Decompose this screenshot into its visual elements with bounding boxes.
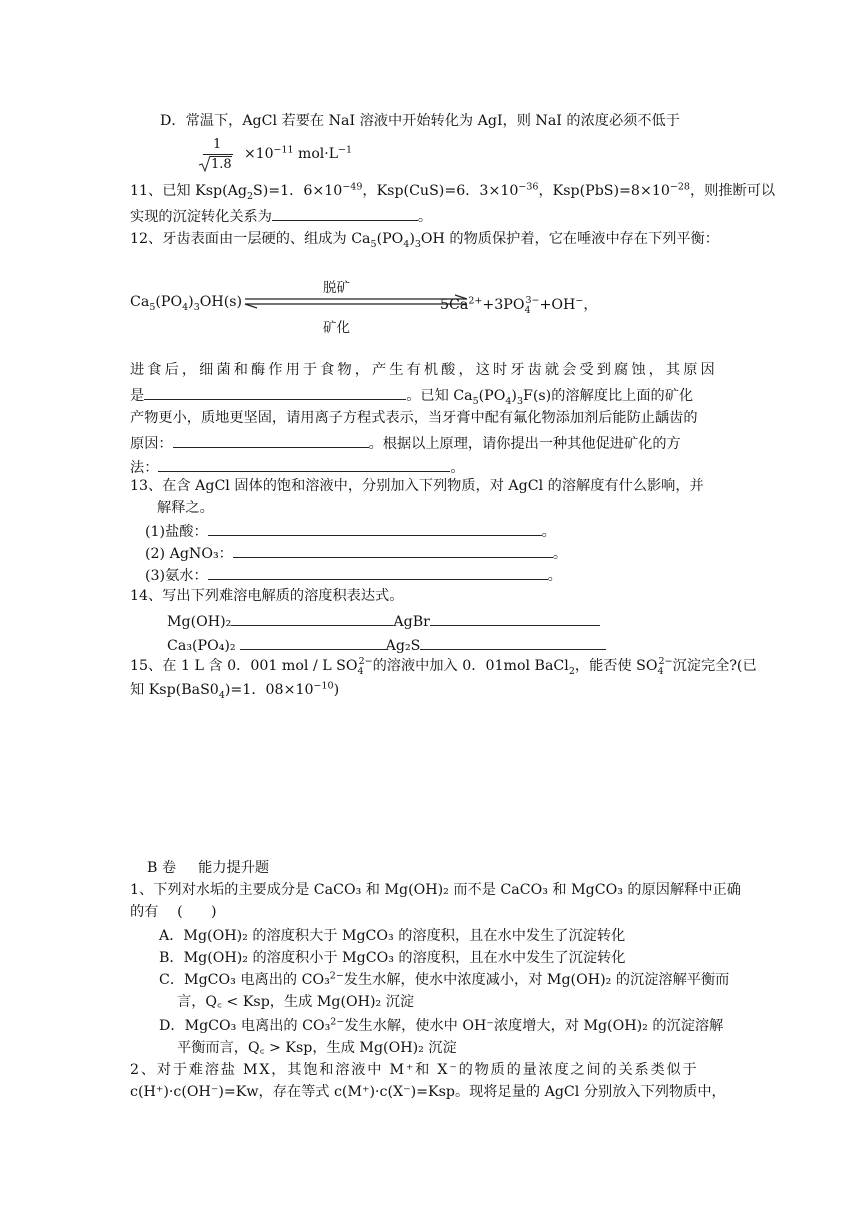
arrow-label-bottom: 矿化	[323, 320, 350, 336]
answer-blank[interactable]	[231, 610, 393, 626]
b-question-2-line2: c(H⁺)·c(OH⁻)=Kw，存在等式 c(M⁺)·c(X⁻)=Ksp。现将足量的 AgCl 分别放入下列物质中，	[130, 1084, 726, 1100]
answer-blank[interactable]	[208, 564, 548, 580]
option-d-line: D．常温下，AgCl 若要在 NaI 溶液中开始转化为 AgI，则 NaI 的浓度必须不低于	[160, 113, 680, 129]
answer-blank[interactable]	[233, 542, 553, 558]
arrow-label-top: 脱矿	[323, 280, 350, 296]
equation-right: $5Ca^{2+}+3PO_4^{3-}+OH^-$，	[440, 295, 598, 316]
question-15-line2: 知 $Ksp(BaS0_4)=1$．$08\times 10^{-10}$)	[130, 680, 340, 701]
power-exponent: −11	[273, 144, 294, 156]
question-13-line2: 解释之。	[157, 500, 214, 516]
answer-blank[interactable]	[208, 520, 542, 536]
question-15-line1: 15、在 1 L 含 0．001 mol / L $SO_4^{2-}$的溶液中加入 0．01mol BaCl$_2$，能否使 $SO_4^{2-}$沉淀完全?(已	[130, 656, 757, 677]
equilibrium-equation	[130, 272, 730, 338]
question-14-line1: 14、写出下列难溶电解质的溶度积表达式。	[130, 588, 404, 604]
equation-left: $Ca_5(PO_4)_3OH(s)$	[130, 294, 243, 313]
question-14-row2: Ca₃(PO₄)₂ Ag₂S	[167, 634, 606, 656]
equilibrium-arrow-icon	[242, 294, 470, 310]
b-option-b[interactable]: B．Mg(OH)₂ 的溶度积小于 MgCO₃ 的溶度积，且在水中发生了沉淀转化	[159, 950, 626, 966]
question-13-line1: 13、在含 AgCl 固体的饱和溶液中，分别加入下列物质，对 AgCl 的溶解度有什么影响，并	[130, 478, 704, 494]
b-question-2-line1: 2、对于难溶盐 MX，其饱和溶液中 M⁺和 X⁻的物质的量浓度之间的关系类似于	[130, 1062, 699, 1078]
b-question-1-line2: 的有 ( )	[130, 904, 217, 920]
question-13-item2: (2) AgNO₃： 。	[145, 542, 567, 564]
fraction-denominator: 1.8	[211, 157, 232, 172]
power-base: ×10	[244, 146, 274, 162]
question-13-item1: (1)盐酸： 。	[145, 520, 556, 542]
answer-blank[interactable]	[420, 634, 606, 650]
answer-blank[interactable]	[158, 456, 450, 472]
answer-blank[interactable]	[173, 432, 369, 448]
question-12-line1: 12、牙齿表面由一层硬的、组成为 $Ca_5(PO_4)_3OH$ 的物质保护着，它在唾液中存在下列平衡：	[130, 231, 719, 250]
question-11-line2: 实现的沉淀转化关系为 。	[130, 205, 432, 227]
question-12-line5: 原因： 。根据以上原理，请你提出一种其他促进矿化的方	[130, 432, 681, 454]
question-11-line1: 11、已知 $Ksp(Ag_2S)=1$．$6\times 10^{-49}$，Ksp(CuS)=6．$3\times 10^{-36}$，$Ksp(PbS)=8\times 10^{-28}$，则推断可以	[130, 181, 776, 202]
unit: mol·L	[293, 146, 338, 162]
section-title: 能力提升题	[198, 860, 270, 876]
sqrt-icon	[198, 155, 212, 173]
answer-blank[interactable]	[240, 634, 386, 650]
b-option-c[interactable]: C．MgCO₃ 电离出的 CO₃$^{2-}$发生水解，使水中浓度减小，对 Mg(OH)₂ 的沉淀溶解平衡而	[159, 970, 730, 988]
question-12-line2: 进食后，细菌和酶作用于食物，产生有机酸，这时牙齿就会受到腐蚀，其原因	[130, 362, 718, 378]
fraction-tail	[244, 146, 352, 162]
answer-blank[interactable]	[272, 205, 418, 221]
b-question-1-line1: 1、下列对水垢的主要成分是 CaCO₃ 和 Mg(OH)₂ 而不是 CaCO₃ 和 MgCO₃ 的原因解释中正确	[130, 882, 741, 898]
section-label: B 卷	[147, 860, 177, 876]
question-12-line6: 法： 。	[130, 456, 465, 478]
b-option-d[interactable]: D．MgCO₃ 电离出的 CO₃$^{2-}$发生水解，使水中 OH⁻浓度增大，对 Mg(OH)₂ 的沉淀溶解	[159, 1016, 724, 1034]
b-option-d-line2: 平衡而言，Q꜀ > Ksp，生成 Mg(OH)₂ 沉淀	[177, 1040, 457, 1056]
b-option-a[interactable]: A．Mg(OH)₂ 的溶度积大于 MgCO₃ 的溶度积，且在水中发生了沉淀转化	[159, 928, 626, 944]
fraction-numerator: 1	[213, 137, 222, 152]
question-14-row1: Mg(OH)₂ AgBr	[167, 610, 600, 632]
question-12-line3: 是 。已知 $Ca_5(PO_4)_3F(s)$的溶解度比上面的矿化	[130, 384, 693, 406]
unit-exponent: −1	[338, 144, 353, 156]
fraction-expression	[198, 137, 398, 177]
b-option-c-line2: 言，Q꜀ < Ksp，生成 Mg(OH)₂ 沉淀	[177, 994, 415, 1010]
section-b-heading	[147, 858, 269, 878]
answer-blank[interactable]	[144, 384, 406, 400]
answer-blank[interactable]	[430, 610, 600, 626]
question-12-line4: 产物更小，质地更坚固，请用离子方程式表示，当牙膏中配有氟化物添加剂后能防止龋齿的	[130, 410, 698, 426]
question-13-item3: (3)氨水： 。	[145, 564, 562, 586]
